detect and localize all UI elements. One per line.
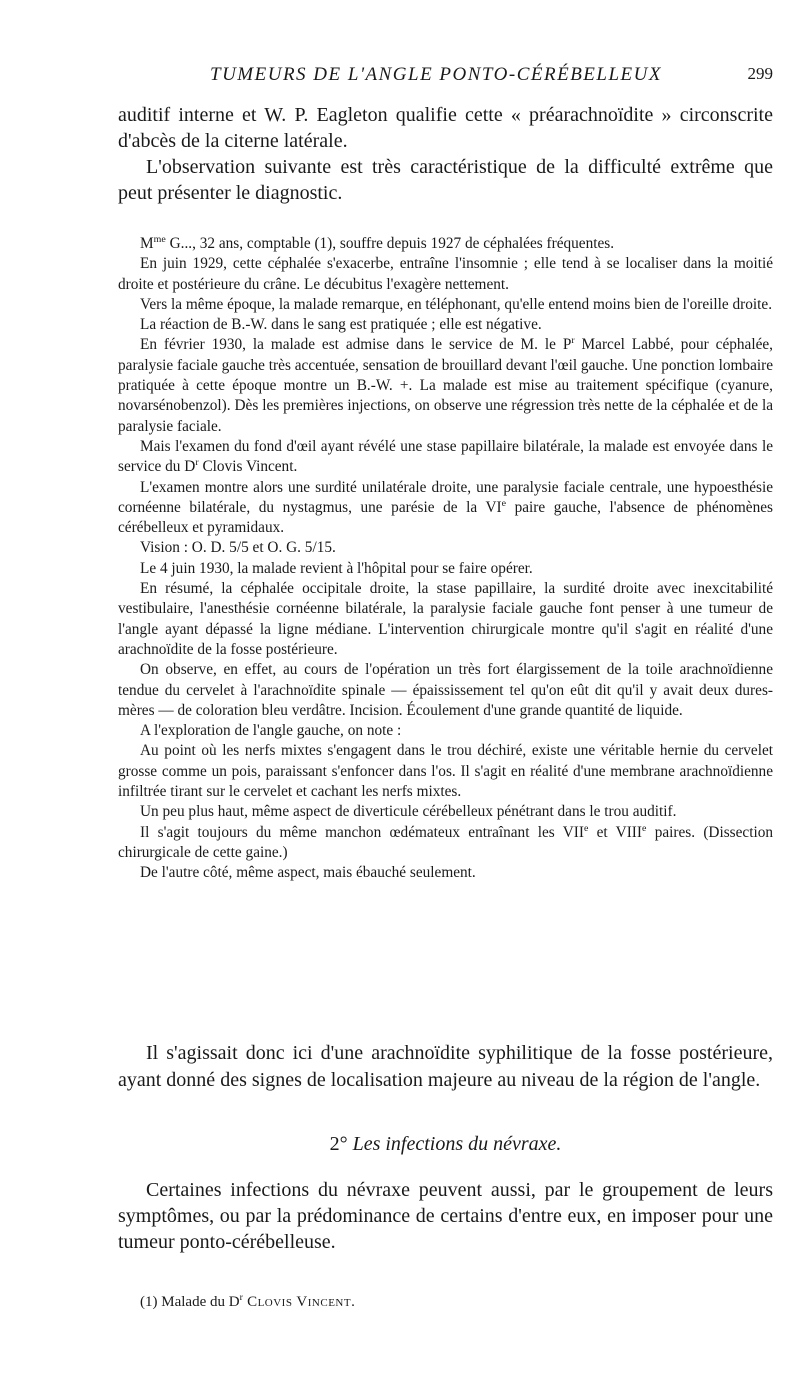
observation-paragraph: L'examen montre alors une surdité unilatérale droite, une paralysie faciale centrale, une hypoesthésie cornéenne bilatérale, du nystagmus, une parésie de la VIe paire gauche, l'absence de phénomènes cérébelleux et pyramidaux. [118, 478, 773, 537]
conclusion-text [118, 1040, 773, 1094]
intro-paragraph-1: auditif interne et W. P. Eagleton qualifie cette « préarachnoïdite » circonscrite d'abcès de la citerne latérale. [118, 104, 773, 152]
footnote-name: Clovis Vincent. [242, 1294, 356, 1310]
section-paragraph: Certaines infections du névraxe peuvent aussi, par le groupement de leurs symptômes, ou par la prédominance de certains d'entre eux, en imposer pour une tumeur ponto-cérébelleuse. [118, 1179, 773, 1253]
section-number: 2° [329, 1133, 348, 1155]
observation-paragraph: En février 1930, la malade est admise dans le service de M. le $P^r$ Marcel Labbé, pour céphalée, paralysie faciale gauche très accentuée, sensation de brouillard devant l'œil gauche. Une ponction lombaire pratiquée à cette époque montre un B.-W. +. La malade est mise au traitement spécifique (cyanure, novarsénobenzol). Dès les premières injections, on observe une régression très nette de la céphalée et de la paralysie faciale. [118, 335, 773, 435]
observation-paragraph: Mais l'examen du fond d'œil ayant révélé une stase papillaire bilatérale, la malade est envoyée dans le service du $D^r$ Clovis Vincent. [118, 437, 773, 476]
page-number: 299 [747, 64, 773, 83]
page-header [118, 64, 773, 90]
section-heading [118, 1133, 773, 1156]
section-body [118, 1177, 773, 1255]
section-title: Les infections du névraxe. [352, 1133, 562, 1155]
observation-paragraph: On observe, en effet, au cours de l'opération un très fort élargissement de la toile arachnoïdienne tendue du cervelet à l'arachnoïdite spinale — épaississement tel qu'on eût dit qu'il y avait deux dures-mères — de coloration bleu verdâtre. Incision. Écoulement d'une grande quantité de liquide. [118, 661, 773, 719]
running-title: TUMEURS DE L'ANGLE PONTO-CÉRÉBELLEUX [210, 64, 662, 85]
intro-paragraph-2: L'observation suivante est très caractéristique de la difficulté extrême que peut présenter le diagnostic. [118, 156, 773, 204]
observation-paragraph: La réaction de B.-W. dans le sang est pratiquée ; elle est négative. [140, 316, 542, 334]
observation-paragraph: Le 4 juin 1930, la malade revient à l'hôpital pour se faire opérer. [140, 559, 533, 577]
observation-paragraph: Au point où les nerfs mixtes s'engagent dans le trou déchiré, existe une véritable hernie du cervelet grosse comme un pois, paraissant s'enfoncer dans l'os. Il s'agit en réalité d'une membrane arachnoïdienne infiltrée tirant sur le cervelet et cachant les nerfs mixtes. [118, 742, 773, 801]
footnote-marker: (1) [140, 1294, 158, 1310]
observation-paragraph: Vision : O. D. 5/5 et O. G. 5/15. [140, 539, 336, 557]
observation-paragraph: Un peu plus haut, même aspect de diverticule cérébelleux pénétrant dans le trou auditif. [140, 803, 677, 821]
intro-text [118, 102, 773, 206]
observation-paragraph: A l'exploration de l'angle gauche, on note : [140, 722, 402, 740]
observation-paragraph: En résumé, la céphalée occipitale droite, la stase papillaire, la surdité droite avec inexcitabilité vestibulaire, l'anesthésie cornéenne bilatérale, la paralysie faciale gauche font penser à une tumeur de l'angle ayant dépassé la ligne médiane. L'intervention chirurgicale montre qu'il s'agit en réalité d'une arachnoïdite de la fosse postérieure. [118, 580, 773, 658]
case-observation [118, 234, 773, 884]
observation-paragraph: $M^{me}$ G..., 32 ans, comptable (1), souffre depuis 1927 de céphalées fréquentes. [140, 233, 615, 252]
observation-paragraph: De l'autre côté, même aspect, mais ébauché seulement. [140, 864, 476, 882]
footnote: (1) Malade du $D^r$ Clovis Vincent. [140, 1292, 356, 1310]
observation-paragraph: En juin 1929, cette céphalée s'exacerbe, entraîne l'insomnie ; elle tend à se localiser dans la moitié droite et postérieure du crâne. Le décubitus l'exagère nettement. [118, 255, 773, 293]
conclusion-paragraph: Il s'agissait donc ici d'une arachnoïdite syphilitique de la fosse postérieure, ayant donné des signes de localisation majeure au niveau de la région de l'angle. [118, 1042, 773, 1091]
observation-paragraph: Il s'agit toujours du même manchon œdémateux entraînant les VIIe et VIIIe paires. (Dissection chirurgicale de cette gaine.) [118, 822, 773, 861]
observation-paragraph: Vers la même époque, la malade remarque, en téléphonant, qu'elle entend moins bien de l'oreille droite. [140, 295, 773, 313]
